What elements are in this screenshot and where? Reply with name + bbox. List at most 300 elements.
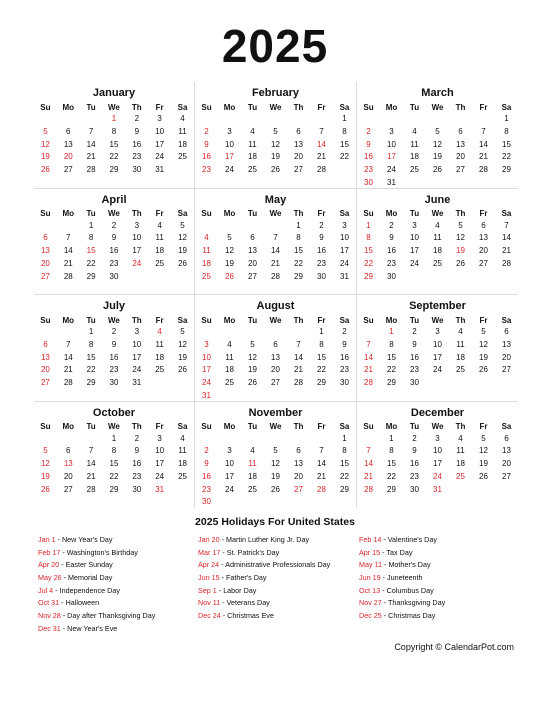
holiday-item bbox=[198, 610, 359, 623]
weekday-header: Su bbox=[201, 102, 212, 112]
day-cell: 7 bbox=[296, 339, 301, 349]
day-cell: 16 bbox=[202, 471, 211, 481]
day-cell: 21 bbox=[86, 471, 96, 481]
day-cell: 7 bbox=[319, 126, 324, 136]
holiday-date: Dec 31 bbox=[38, 623, 61, 633]
weekday-header: Fr bbox=[479, 209, 488, 218]
month-august bbox=[195, 295, 357, 402]
empty-cell bbox=[357, 433, 380, 446]
day-cell: 11 bbox=[178, 446, 187, 456]
empty-cell bbox=[472, 271, 495, 284]
day-cell: 1 bbox=[111, 114, 117, 123]
holiday-separator: - bbox=[60, 623, 68, 633]
weekday-header: Tu bbox=[86, 209, 96, 218]
empty-cell bbox=[264, 220, 287, 233]
day-cell: 30 bbox=[132, 165, 142, 175]
day-cell: 21 bbox=[317, 471, 326, 481]
empty-cell bbox=[426, 271, 449, 284]
day-cell: 9 bbox=[389, 233, 394, 243]
day-cell: 21 bbox=[364, 365, 373, 375]
month-name: June bbox=[424, 193, 451, 206]
day-cell: 1 bbox=[504, 114, 509, 123]
day-cell: 8 bbox=[389, 446, 394, 456]
weekday-header: Sa bbox=[501, 102, 512, 112]
day-cell: 10 bbox=[410, 233, 419, 243]
day-cell: 5 bbox=[435, 126, 440, 136]
day-cell: 20 bbox=[63, 152, 73, 162]
weekday-header: Su bbox=[201, 315, 212, 325]
month-october bbox=[34, 402, 195, 509]
day-cell: 28 bbox=[86, 484, 96, 494]
day-cell: 8 bbox=[88, 233, 94, 243]
day-cell: 12 bbox=[225, 246, 234, 256]
weekday-header: Fr bbox=[317, 422, 326, 431]
day-cell: 22 bbox=[109, 471, 119, 481]
empty-cell bbox=[171, 164, 194, 177]
day-cell: 24 bbox=[387, 165, 396, 175]
weekday-header: Tu bbox=[409, 315, 420, 325]
day-cell: 18 bbox=[248, 471, 257, 481]
empty-cell bbox=[241, 220, 264, 233]
day-cell: 24 bbox=[202, 378, 211, 388]
weekday-header: Fr bbox=[155, 422, 164, 431]
day-cell: 12 bbox=[178, 233, 187, 243]
holiday-item bbox=[38, 585, 198, 598]
empty-cell bbox=[34, 113, 57, 126]
month-days-table bbox=[195, 421, 356, 510]
empty-cell bbox=[403, 271, 426, 284]
day-cell: 1 bbox=[389, 433, 394, 443]
day-cell: 31 bbox=[202, 390, 211, 400]
day-cell: 27 bbox=[294, 484, 303, 494]
day-cell: 31 bbox=[155, 484, 165, 494]
weekday-header: Sa bbox=[339, 315, 350, 325]
empty-cell bbox=[495, 377, 518, 390]
holiday-separator: - bbox=[219, 535, 226, 544]
holiday-separator: - bbox=[59, 598, 66, 608]
day-cell: 7 bbox=[66, 233, 71, 243]
day-cell: 9 bbox=[111, 339, 117, 349]
holiday-separator: - bbox=[381, 535, 388, 544]
day-cell: 1 bbox=[366, 220, 371, 230]
holiday-item bbox=[198, 597, 359, 610]
day-cell: 12 bbox=[271, 459, 280, 469]
day-cell: 21 bbox=[86, 152, 96, 162]
day-cell: 29 bbox=[387, 484, 396, 494]
day-cell: 3 bbox=[134, 327, 140, 336]
day-cell: 6 bbox=[43, 233, 48, 243]
day-cell: 20 bbox=[479, 246, 488, 256]
day-cell: 21 bbox=[502, 246, 511, 256]
day-cell: 13 bbox=[63, 459, 73, 469]
holiday-name: Independence Day bbox=[59, 585, 120, 595]
day-cell: 26 bbox=[225, 271, 234, 281]
day-cell: 29 bbox=[109, 165, 119, 175]
day-cell: 31 bbox=[433, 484, 442, 494]
holiday-name: Veterans Day bbox=[226, 598, 270, 608]
day-cell: 4 bbox=[227, 339, 232, 349]
weekday-header: Th bbox=[293, 209, 304, 218]
day-cell: 11 bbox=[202, 246, 211, 256]
empty-cell bbox=[57, 326, 80, 339]
day-cell: 14 bbox=[364, 352, 373, 362]
day-cell: 23 bbox=[364, 165, 373, 175]
empty-cell bbox=[426, 377, 449, 390]
day-cell: 20 bbox=[271, 365, 280, 375]
day-cell: 8 bbox=[111, 126, 117, 136]
day-cell: 25 bbox=[155, 365, 165, 375]
month-days-table bbox=[195, 101, 356, 177]
weekday-header: Fr bbox=[479, 315, 488, 325]
day-cell: 28 bbox=[479, 165, 488, 175]
holiday-name: Mother's Day bbox=[388, 560, 431, 570]
day-cell: 26 bbox=[178, 365, 187, 375]
empty-cell bbox=[333, 164, 356, 177]
day-cell: 7 bbox=[66, 339, 71, 349]
empty-cell bbox=[495, 484, 518, 497]
holiday-item bbox=[38, 547, 198, 560]
holiday-separator: - bbox=[216, 585, 224, 595]
day-cell: 13 bbox=[456, 139, 465, 149]
day-cell: 29 bbox=[340, 484, 349, 494]
day-cell: 21 bbox=[364, 471, 373, 481]
holiday-item bbox=[38, 534, 198, 547]
day-cell: 2 bbox=[134, 114, 140, 123]
day-cell: 28 bbox=[86, 165, 96, 175]
empty-cell bbox=[310, 433, 333, 446]
day-cell: 27 bbox=[479, 258, 488, 268]
day-cell: 4 bbox=[180, 433, 185, 443]
day-cell: 8 bbox=[342, 446, 347, 456]
weekday-header: Fr bbox=[155, 102, 164, 112]
day-cell: 25 bbox=[202, 271, 211, 281]
day-cell: 27 bbox=[63, 484, 73, 494]
day-cell: 13 bbox=[40, 352, 50, 362]
day-cell: 5 bbox=[273, 446, 278, 456]
day-cell: 11 bbox=[433, 233, 442, 243]
day-cell: 30 bbox=[410, 484, 419, 494]
holidays-list bbox=[38, 534, 518, 636]
day-cell: 14 bbox=[63, 352, 73, 362]
day-cell: 13 bbox=[294, 139, 303, 149]
day-cell: 30 bbox=[109, 271, 119, 281]
weekday-header: Sa bbox=[177, 315, 188, 325]
empty-cell bbox=[449, 484, 472, 497]
weekday-header: We bbox=[431, 209, 444, 218]
day-cell: 21 bbox=[63, 365, 73, 375]
day-cell: 31 bbox=[155, 165, 165, 175]
empty-cell bbox=[403, 113, 426, 126]
day-cell: 15 bbox=[109, 459, 119, 469]
empty-cell bbox=[241, 433, 264, 446]
weekday-header: Sa bbox=[339, 422, 350, 431]
weekday-header: Fr bbox=[479, 102, 488, 112]
holiday-name: St. Patrick's Day bbox=[226, 547, 280, 557]
holiday-name: Juneteenth bbox=[386, 573, 423, 583]
day-cell: 5 bbox=[180, 220, 185, 230]
holiday-name: Christmas Day bbox=[388, 611, 436, 621]
day-cell: 22 bbox=[86, 258, 96, 268]
month-days-table bbox=[357, 421, 518, 497]
day-cell: 8 bbox=[296, 233, 301, 243]
day-cell: 24 bbox=[433, 365, 442, 375]
day-cell: 27 bbox=[271, 378, 280, 388]
weekday-header: Su bbox=[40, 209, 51, 218]
day-cell: 7 bbox=[481, 126, 486, 136]
holiday-item bbox=[359, 585, 518, 598]
day-cell: 5 bbox=[43, 446, 48, 456]
day-cell: 1 bbox=[389, 327, 394, 336]
day-cell: 9 bbox=[204, 139, 209, 149]
day-cell: 5 bbox=[458, 220, 463, 230]
month-days-table bbox=[357, 208, 518, 284]
day-cell: 18 bbox=[410, 152, 419, 162]
day-cell: 24 bbox=[340, 258, 349, 268]
holiday-item bbox=[198, 585, 359, 598]
day-cell: 10 bbox=[433, 446, 442, 456]
day-cell: 14 bbox=[63, 246, 73, 256]
day-cell: 14 bbox=[294, 352, 303, 362]
day-cell: 29 bbox=[364, 271, 373, 281]
month-april bbox=[34, 189, 195, 296]
holiday-date: Apr 15 bbox=[359, 547, 381, 557]
day-cell: 15 bbox=[502, 139, 511, 149]
day-cell: 18 bbox=[155, 352, 165, 362]
day-cell: 2 bbox=[111, 220, 117, 230]
day-cell: 15 bbox=[364, 246, 373, 256]
day-cell: 16 bbox=[317, 246, 326, 256]
day-cell: 26 bbox=[271, 165, 280, 175]
day-cell: 26 bbox=[479, 471, 488, 481]
day-cell: 12 bbox=[271, 139, 280, 149]
day-cell: 13 bbox=[271, 352, 280, 362]
empty-cell bbox=[264, 433, 287, 446]
weekday-header: Th bbox=[455, 102, 466, 112]
day-cell: 3 bbox=[389, 126, 394, 136]
day-cell: 18 bbox=[456, 352, 465, 362]
day-cell: 22 bbox=[340, 152, 349, 162]
empty-cell bbox=[171, 484, 194, 497]
day-cell: 26 bbox=[178, 258, 187, 268]
weekday-header: Mo bbox=[385, 422, 398, 431]
day-cell: 23 bbox=[317, 258, 326, 268]
day-cell: 13 bbox=[479, 233, 488, 243]
weekday-header: Tu bbox=[247, 422, 258, 431]
empty-cell bbox=[125, 271, 148, 284]
empty-cell bbox=[287, 496, 310, 509]
day-cell: 2 bbox=[134, 433, 140, 443]
day-cell: 3 bbox=[342, 220, 347, 230]
month-name: May bbox=[264, 193, 287, 206]
holiday-name: Halloween bbox=[65, 598, 100, 608]
day-cell: 12 bbox=[40, 459, 50, 469]
weekday-header: Tu bbox=[409, 209, 420, 218]
day-cell: 16 bbox=[109, 246, 119, 256]
weekday-header: Tu bbox=[86, 422, 96, 431]
day-cell: 11 bbox=[248, 459, 257, 469]
day-cell: 31 bbox=[340, 271, 349, 281]
day-cell: 19 bbox=[178, 352, 187, 362]
weekday-header: Fr bbox=[317, 209, 326, 218]
day-cell: 6 bbox=[43, 339, 48, 349]
holiday-name: New Year's Eve bbox=[67, 623, 118, 633]
empty-cell bbox=[287, 326, 310, 339]
weekday-header: Mo bbox=[62, 422, 75, 431]
day-cell: 18 bbox=[178, 459, 187, 469]
day-cell: 21 bbox=[317, 152, 326, 162]
day-cell: 27 bbox=[63, 165, 73, 175]
holiday-name: Memorial Day bbox=[67, 573, 113, 583]
empty-cell bbox=[195, 433, 218, 446]
empty-cell bbox=[380, 113, 403, 126]
day-cell: 11 bbox=[248, 139, 257, 149]
holiday-name: Thanksgiving Day bbox=[388, 598, 446, 608]
day-cell: 28 bbox=[63, 378, 73, 388]
day-cell: 8 bbox=[319, 339, 324, 349]
holiday-item bbox=[38, 572, 198, 585]
holiday-name: Administrative Professionals Day bbox=[225, 560, 331, 570]
weekday-header: We bbox=[108, 102, 120, 112]
day-cell: 2 bbox=[412, 327, 417, 336]
day-cell: 4 bbox=[157, 220, 162, 230]
holiday-date: Jun 15 bbox=[198, 573, 220, 583]
month-name: November bbox=[248, 406, 303, 419]
day-cell: 9 bbox=[412, 446, 417, 456]
day-cell: 17 bbox=[155, 139, 165, 149]
weekday-header: Th bbox=[131, 315, 142, 325]
month-name: October bbox=[92, 406, 136, 419]
day-cell: 4 bbox=[157, 327, 162, 336]
day-cell: 20 bbox=[63, 471, 73, 481]
day-cell: 10 bbox=[155, 126, 165, 136]
weekday-header: Tu bbox=[247, 102, 258, 112]
day-cell: 1 bbox=[342, 433, 347, 443]
day-cell: 23 bbox=[132, 152, 142, 162]
weekday-header: We bbox=[108, 422, 120, 431]
day-cell: 3 bbox=[435, 327, 440, 336]
day-cell: 27 bbox=[502, 365, 511, 375]
day-cell: 20 bbox=[294, 152, 303, 162]
month-days-table bbox=[195, 314, 356, 403]
holiday-name: Tax Day bbox=[386, 547, 413, 557]
holiday-item bbox=[198, 547, 359, 560]
holiday-name: New Year's Day bbox=[61, 535, 113, 544]
day-cell: 9 bbox=[111, 233, 117, 243]
day-cell: 25 bbox=[456, 365, 465, 375]
day-cell: 4 bbox=[435, 220, 440, 230]
day-cell: 29 bbox=[294, 271, 303, 281]
weekday-header: We bbox=[431, 315, 444, 325]
day-cell: 16 bbox=[109, 352, 119, 362]
weekday-header: Sa bbox=[177, 422, 188, 431]
day-cell: 14 bbox=[86, 139, 96, 149]
day-cell: 17 bbox=[202, 365, 211, 375]
day-cell: 29 bbox=[86, 378, 96, 388]
day-cell: 15 bbox=[86, 246, 96, 256]
day-cell: 15 bbox=[109, 139, 119, 149]
empty-cell bbox=[57, 220, 80, 233]
holiday-date: Sep 1 bbox=[198, 585, 217, 595]
day-cell: 6 bbox=[250, 233, 255, 243]
empty-cell bbox=[310, 113, 333, 126]
day-cell: 2 bbox=[204, 126, 209, 136]
holiday-date: Apr 20 bbox=[38, 560, 60, 570]
day-cell: 17 bbox=[340, 246, 349, 256]
day-cell: 23 bbox=[410, 471, 419, 481]
day-cell: 4 bbox=[250, 126, 255, 136]
day-cell: 18 bbox=[225, 365, 234, 375]
month-june bbox=[357, 189, 518, 296]
day-cell: 14 bbox=[479, 139, 488, 149]
holiday-item bbox=[38, 623, 198, 636]
weekday-header: Th bbox=[455, 422, 466, 431]
holiday-date: Mar 17 bbox=[198, 547, 221, 557]
day-cell: 6 bbox=[458, 126, 463, 136]
weekday-header: Sa bbox=[339, 209, 350, 218]
day-cell: 2 bbox=[204, 446, 209, 456]
holiday-date: Jan 1 bbox=[38, 535, 56, 544]
empty-cell bbox=[148, 271, 171, 284]
weekday-header: Mo bbox=[223, 209, 236, 218]
holiday-date: May 26 bbox=[38, 573, 62, 583]
empty-cell bbox=[241, 326, 264, 339]
empty-cell bbox=[171, 377, 194, 390]
day-cell: 22 bbox=[387, 365, 396, 375]
day-cell: 16 bbox=[132, 139, 142, 149]
weekday-header: Su bbox=[40, 422, 51, 431]
weekday-header: Th bbox=[131, 422, 142, 431]
weekday-header: Mo bbox=[223, 422, 236, 431]
day-cell: 3 bbox=[227, 446, 232, 456]
holiday-date: Oct 13 bbox=[359, 585, 381, 595]
empty-cell bbox=[218, 326, 241, 339]
empty-cell bbox=[218, 113, 241, 126]
holiday-date: Nov 11 bbox=[198, 598, 221, 608]
empty-cell bbox=[34, 326, 57, 339]
day-cell: 23 bbox=[410, 365, 419, 375]
empty-cell bbox=[426, 113, 449, 126]
weekday-header: Tu bbox=[409, 422, 420, 431]
weekday-header: We bbox=[431, 422, 444, 431]
weekday-header: Th bbox=[293, 422, 304, 431]
day-cell: 3 bbox=[157, 114, 162, 123]
day-cell: 10 bbox=[433, 339, 442, 349]
weekday-header: Sa bbox=[339, 102, 350, 112]
weekday-header: We bbox=[108, 209, 120, 218]
day-cell: 10 bbox=[340, 233, 349, 243]
holiday-item bbox=[38, 597, 198, 610]
day-cell: 12 bbox=[479, 446, 488, 456]
month-name: March bbox=[421, 87, 454, 99]
day-cell: 9 bbox=[366, 139, 371, 149]
month-january bbox=[34, 82, 195, 189]
holiday-date: Jul 4 bbox=[38, 585, 54, 595]
day-cell: 3 bbox=[435, 433, 440, 443]
weekday-header: We bbox=[269, 422, 282, 431]
empty-cell bbox=[287, 113, 310, 126]
day-cell: 24 bbox=[155, 152, 165, 162]
day-cell: 27 bbox=[456, 165, 465, 175]
day-cell: 11 bbox=[225, 352, 234, 362]
day-cell: 13 bbox=[502, 339, 511, 349]
weekday-header: We bbox=[108, 315, 120, 325]
day-cell: 28 bbox=[294, 378, 303, 388]
holiday-item bbox=[359, 547, 518, 560]
day-cell: 17 bbox=[225, 152, 234, 162]
day-cell: 20 bbox=[248, 258, 257, 268]
holiday-name: Martin Luther King Jr. Day bbox=[225, 535, 310, 544]
empty-cell bbox=[333, 496, 356, 509]
